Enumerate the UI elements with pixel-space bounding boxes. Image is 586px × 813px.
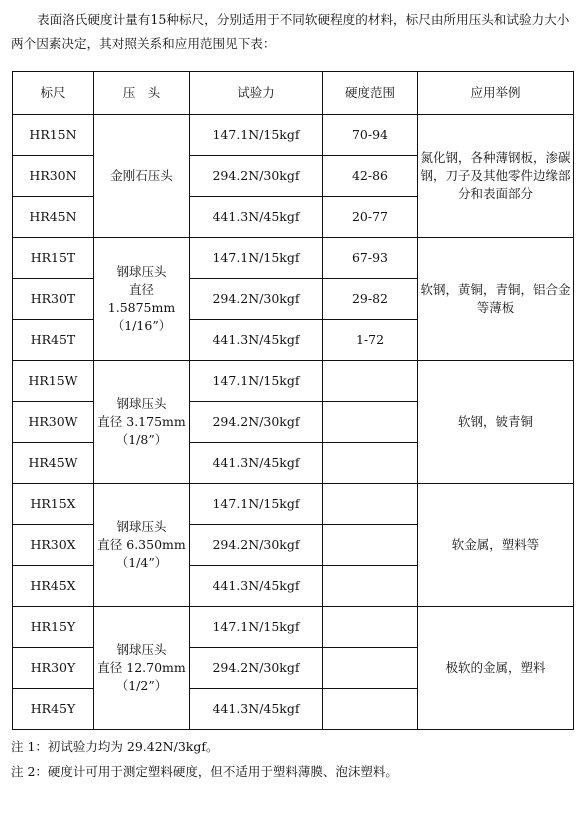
cell-indenter (94, 238, 190, 361)
indenter-line: 直径 (128, 282, 154, 297)
cell-hardness-range: 1-72 (323, 320, 418, 361)
table-row (13, 238, 574, 279)
cell-hardness-range (323, 484, 418, 525)
cell-scale: HR15W (13, 361, 94, 402)
cell-scale: HR15N (13, 115, 94, 156)
table-header-row (13, 72, 574, 115)
cell-scale: HR45Y (13, 689, 94, 730)
cell-hardness-range: 67-93 (323, 238, 418, 279)
header-indenter: 压 头 (94, 72, 190, 115)
hardness-scale-table (12, 71, 574, 730)
cell-test-force: 294.2N/30kgf (190, 402, 323, 443)
indenter-line: 直径 6.350mm (97, 537, 186, 552)
indenter-line: 钢球压头 (116, 264, 167, 279)
indenter-line: （1/16”） (111, 318, 172, 333)
header-application: 应用举例 (418, 72, 574, 115)
cell-scale: HR30N (13, 156, 94, 197)
cell-scale: HR30Y (13, 648, 94, 689)
indenter-line: （1/4”） (115, 555, 168, 570)
cell-hardness-range (323, 443, 418, 484)
header-hardness-range: 硬度范围 (323, 72, 418, 115)
cell-hardness-range (323, 607, 418, 648)
cell-test-force: 294.2N/30kgf (190, 156, 323, 197)
cell-scale: HR15Y (13, 607, 94, 648)
indenter-line: 钢球压头 (116, 519, 167, 534)
cell-test-force: 441.3N/45kgf (190, 320, 323, 361)
indenter-line: 直径 12.70mm (97, 660, 186, 675)
intro-paragraph: 表面洛氏硬度计量有15种标尺，分别适用于不同软硬程度的材料，标尺由所用压头和试验力大小两个因素决定，其对照关系和应用范围见下表： (11, 12, 570, 51)
cell-scale: HR45N (13, 197, 94, 238)
cell-indenter (94, 484, 190, 607)
cell-scale: HR45X (13, 566, 94, 607)
indenter-line: （1/2”） (115, 678, 168, 693)
cell-hardness-range: 42-86 (323, 156, 418, 197)
cell-test-force: 441.3N/45kgf (190, 197, 323, 238)
cell-test-force: 147.1N/15kgf (190, 115, 323, 156)
cell-indenter (94, 607, 190, 730)
cell-test-force: 147.1N/15kgf (190, 238, 323, 279)
cell-hardness-range: 29-82 (323, 279, 418, 320)
cell-indenter (94, 361, 190, 484)
cell-scale: HR30T (13, 279, 94, 320)
cell-application: 软金属，塑料等 (418, 484, 574, 607)
cell-hardness-range: 20-77 (323, 197, 418, 238)
cell-hardness-range (323, 361, 418, 402)
cell-indenter (94, 115, 190, 238)
cell-hardness-range (323, 566, 418, 607)
cell-test-force: 147.1N/15kgf (190, 484, 323, 525)
table-row (13, 484, 574, 525)
indenter-line: 钢球压头 (116, 642, 167, 657)
cell-test-force: 294.2N/30kgf (190, 279, 323, 320)
cell-scale: HR15T (13, 238, 94, 279)
cell-hardness-range (323, 648, 418, 689)
cell-test-force: 441.3N/45kgf (190, 566, 323, 607)
cell-application: 氮化钢，各种薄钢板，渗碳钢，刀子及其他零件边缘部分和表面部分 (418, 115, 574, 238)
cell-test-force: 147.1N/15kgf (190, 607, 323, 648)
footnote-2: 注 2：硬度计可用于测定塑料硬度，但不适用于塑料薄膜、泡沫塑料。 (11, 764, 398, 779)
cell-test-force: 441.3N/45kgf (190, 689, 323, 730)
header-test-force: 试验力 (190, 72, 323, 115)
cell-scale: HR30X (13, 525, 94, 566)
cell-application: 极软的金属，塑料 (418, 607, 574, 730)
cell-scale: HR45W (13, 443, 94, 484)
cell-hardness-range (323, 689, 418, 730)
cell-test-force: 147.1N/15kgf (190, 361, 323, 402)
cell-test-force: 294.2N/30kgf (190, 525, 323, 566)
cell-hardness-range (323, 402, 418, 443)
table-row (13, 115, 574, 156)
table-row (13, 361, 574, 402)
indenter-line: 钢球压头 (116, 396, 167, 411)
indenter-line: 1.5875mm (107, 300, 176, 315)
cell-hardness-range: 70-94 (323, 115, 418, 156)
indenter-line: 金刚石压头 (110, 168, 173, 183)
footnote-1: 注 1：初试验力均为 29.42N/3kgf。 (11, 739, 219, 754)
indenter-line: （1/8”） (115, 432, 168, 447)
cell-application: 软钢，铍青铜 (418, 361, 574, 484)
table-row (13, 607, 574, 648)
cell-scale: HR15X (13, 484, 94, 525)
header-scale: 标尺 (13, 72, 94, 115)
indenter-line: 直径 3.175mm (97, 414, 186, 429)
cell-hardness-range (323, 525, 418, 566)
cell-test-force: 441.3N/45kgf (190, 443, 323, 484)
cell-test-force: 294.2N/30kgf (190, 648, 323, 689)
cell-scale: HR30W (13, 402, 94, 443)
cell-scale: HR45T (13, 320, 94, 361)
cell-application: 软钢，黄铜，青铜，铝合金等薄板 (418, 238, 574, 361)
